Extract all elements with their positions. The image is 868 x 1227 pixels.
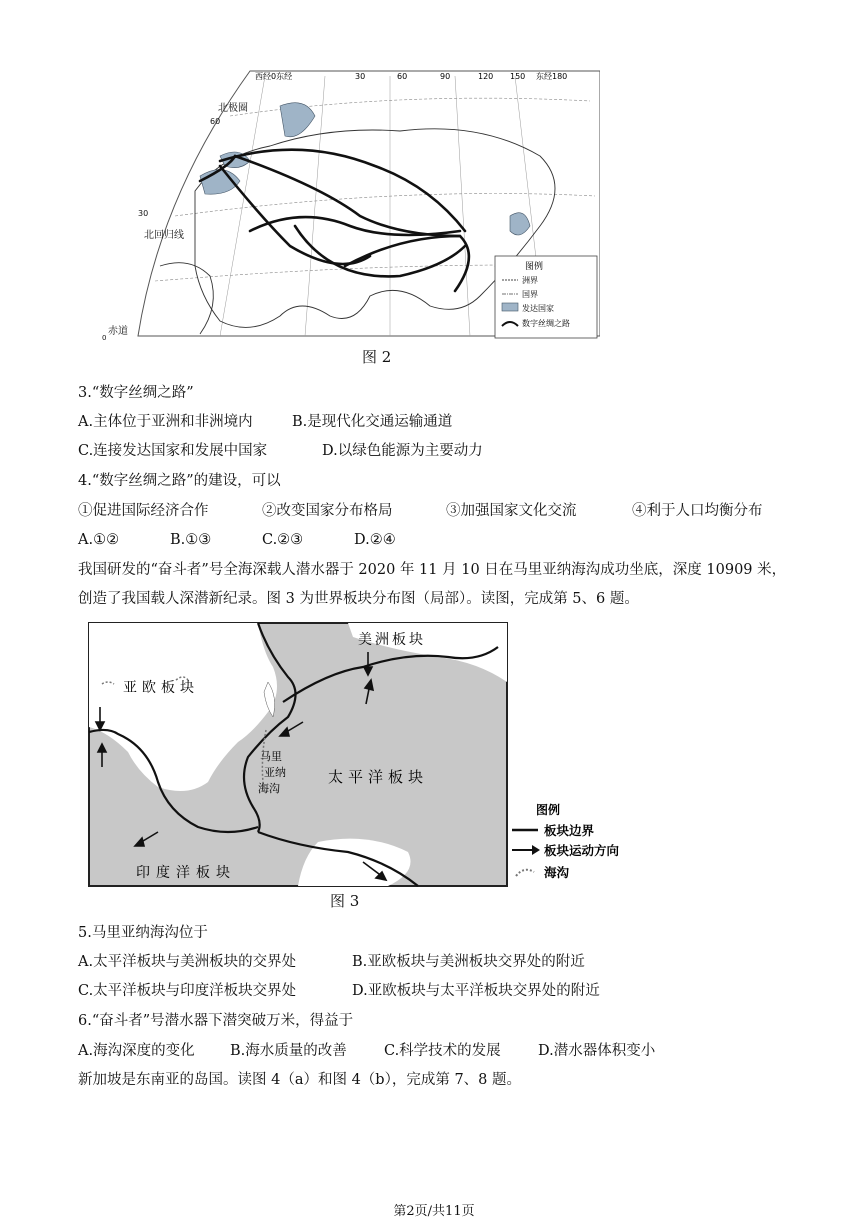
lon-30: 30 <box>355 72 366 81</box>
legend-country-border: 国界 <box>522 290 538 299</box>
q5-option-d[interactable]: D.亚欧板块与太平洋板块交界处的附近 <box>352 983 600 999</box>
q6-option-c[interactable]: C.科学技术的发展 <box>384 1043 501 1059</box>
figure3-caption: 图 3 <box>330 892 360 910</box>
label-eurasian-plate: 亚欧板块 <box>123 680 199 696</box>
label-tropic: 北回归线 <box>144 230 184 241</box>
q4-item-3: ③加强国家文化交流 <box>446 503 577 519</box>
label-american-plate: 美洲板块 <box>358 632 426 648</box>
label-mariana-1: 马里 <box>260 750 282 763</box>
page-footer: 第2页/共11页 <box>393 1204 475 1219</box>
q5-stem: 5.马里亚纳海沟位于 <box>78 925 208 941</box>
q5-option-b[interactable]: B.亚欧板块与美洲板块交界处的附近 <box>352 954 585 970</box>
lon-120: 120 <box>478 72 494 81</box>
q4-stem: 4.“数字丝绸之路”的建设，可以 <box>78 473 281 489</box>
legend-route: 数字丝绸之路 <box>522 319 570 328</box>
q5-option-c[interactable]: C.太平洋板块与印度洋板块交界处 <box>78 983 297 999</box>
figure3-legend <box>512 800 662 890</box>
q6-option-a[interactable]: A.海沟深度的变化 <box>78 1043 195 1059</box>
lon-0: 西经0东经 <box>255 72 293 81</box>
label-lat60: 60 <box>210 117 221 126</box>
label-equator: 赤道 <box>108 326 128 337</box>
q4-item-1: ①促进国际经济合作 <box>78 503 209 519</box>
q6-stem: 6.“奋斗者”号潜水器下潜突破万米，得益于 <box>78 1013 354 1029</box>
q4-option-a[interactable]: A.①② <box>78 532 120 548</box>
q4-option-c[interactable]: C.②③ <box>262 532 304 548</box>
passage-line-1: 我国研发的“奋斗者”号全海深载人潜水器于 2020 年 11 月 10 日在马里亚纳海沟成功坐底，深度 10909 米， <box>78 562 787 578</box>
legend3-title: 图例 <box>536 803 561 817</box>
q4-item-2: ②改变国家分布格局 <box>262 503 393 519</box>
q3-stem: 3.“数字丝绸之路” <box>78 385 194 401</box>
lon-60: 60 <box>397 72 408 81</box>
q3-option-c[interactable]: C.连接发达国家和发展中国家 <box>78 443 268 459</box>
figure2-map <box>100 66 600 341</box>
label-zero: 0 <box>102 334 107 341</box>
label-indian-plate: 印度洋板块 <box>136 865 236 881</box>
figure2-caption: 图 2 <box>362 348 392 366</box>
figure3-map <box>88 622 508 887</box>
legend-title: 图例 <box>525 262 544 272</box>
legend3-trench: 海沟 <box>544 865 570 880</box>
q3-option-d[interactable]: D.以绿色能源为主要动力 <box>322 443 483 459</box>
label-mariana-3: 海沟 <box>258 782 280 795</box>
legend-continent-border: 洲界 <box>522 276 538 285</box>
q5-option-a[interactable]: A.太平洋板块与美洲板块的交界处 <box>78 954 297 970</box>
label-mariana-2: 亚纳 <box>264 766 286 779</box>
label-pacific-plate: 太平洋板块 <box>328 768 429 786</box>
q6-option-d[interactable]: D.潜水器体积变小 <box>538 1043 656 1059</box>
lon-180: 东经180 <box>536 72 568 81</box>
q4-option-b[interactable]: B.①③ <box>170 532 212 548</box>
q3-option-b[interactable]: B.是现代化交通运输通道 <box>292 414 453 430</box>
q3-option-a[interactable]: A.主体位于亚洲和非洲境内 <box>78 414 253 430</box>
label-arctic: 北极圈 <box>218 103 248 114</box>
q4-option-d[interactable]: D.②④ <box>354 532 396 548</box>
figure2-legend <box>495 256 597 338</box>
lon-90: 90 <box>440 72 451 81</box>
lon-150: 150 <box>510 72 526 81</box>
label-lat30: 30 <box>138 209 149 218</box>
passage2: 新加坡是东南亚的岛国。读图 4（a）和图 4（b），完成第 7、8 题。 <box>78 1072 522 1088</box>
legend3-direction: 板块运动方向 <box>544 843 620 858</box>
q6-option-b[interactable]: B.海水质量的改善 <box>230 1043 347 1059</box>
legend-developed: 发达国家 <box>522 304 554 313</box>
passage-line-2: 创造了我国载人深潜新纪录。图 3 为世界板块分布图（局部）。读图，完成第 5、6 题。 <box>78 591 639 607</box>
legend3-boundary: 板块边界 <box>544 823 595 838</box>
q4-item-4: ④利于人口均衡分布 <box>632 503 763 519</box>
